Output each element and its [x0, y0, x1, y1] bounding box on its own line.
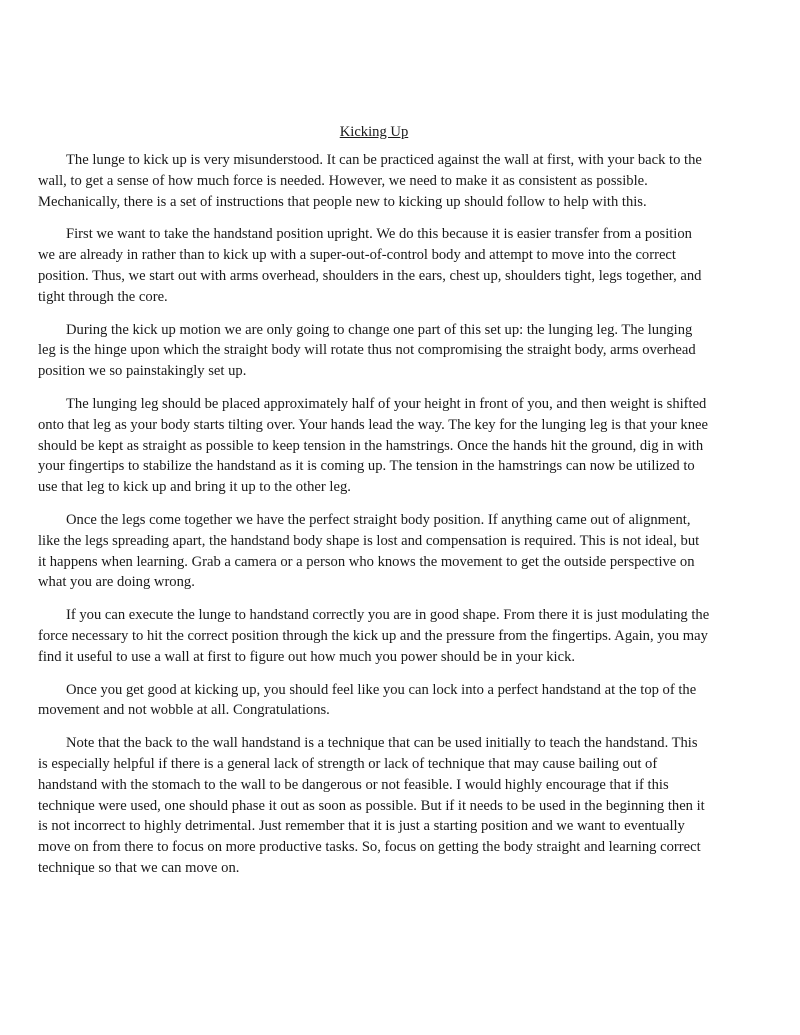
paragraph: Once you get good at kicking up, you should feel like you can lock into a perfect handstand at the top of the movement and not wobble at all. Congratulations. — [38, 681, 697, 719]
paragraph: During the kick up motion we are only going to change one part of this set up: the lunging leg. The lunging leg is the hinge upon which the straight body will rotate thus not compromising the straight body, arms overhead position we so painstakingly set up. — [38, 321, 696, 380]
paragraph: Once the legs come together we have the perfect straight body position. If anything came out of alignment, like the legs spreading apart, the handstand body shape is lost and compensation is required. This is not ideal, but it happens when learning. Grab a camera or a person who knows the movement to get the outside perspective on what you are doing wrong. — [38, 511, 700, 591]
paragraph: The lunging leg should be placed approximately half of your height in front of you, and then weight is shifted onto that leg as your body starts tilting over. Your hands lead the way. The key for the lunging leg is that your knee should be kept as straight as possible to keep tension in the hamstrings. Once the hands hit the ground, dig in with your fingertips to stabilize the handstand as it is coming up. The tension in the hamstrings can now be utilized to use that leg to kick up and bring it up to the other leg. — [38, 395, 708, 496]
paragraph: Note that the back to the wall handstand is a technique that can be used initially to teach the handstand. This is especially helpful if there is a general lack of strength or lack of technique that may cause bailing out of handstand with the stomach to the wall to be dangerous or not feasible. I would highly encourage that if this technique were used, one should phase it out as soon as possible. But if it needs to be used in the beginning then it is not incorrect to highly detrimental. Just remember that it is just a starting position and we want to eventually move on from there to focus on more productive tasks. So, focus on getting the body straight and learning correct technique so that we can move on. — [38, 735, 705, 876]
paragraph: The lunge to kick up is very misunderstood. It can be practiced against the wall at first, with your back to the wall, to get a sense of how much force is needed. However, we need to make it as consistent as possible. Mechanically, there is a set of instructions that people new to kicking up should follow to help with this. — [38, 152, 702, 210]
page-title: Kicking Up — [339, 124, 409, 140]
document-body — [38, 122, 710, 891]
paragraph: First we want to take the handstand position upright. We do this because it is easier transfer from a position we are already in rather than to kick up with a super-out-of-control body and attempt to move into the correct position. Thus, we start out with arms overhead, shoulders in the ears, chest up, shoulders tight, legs together, and tight through the core. — [38, 226, 702, 305]
paragraph: If you can execute the lunge to handstand correctly you are in good shape. From there it is just modulating the force necessary to hit the correct position through the kick up and the pressure from the fingertips. Again, you may find it useful to use a wall at first to figure out how much you power should be in your kick. — [38, 607, 710, 665]
